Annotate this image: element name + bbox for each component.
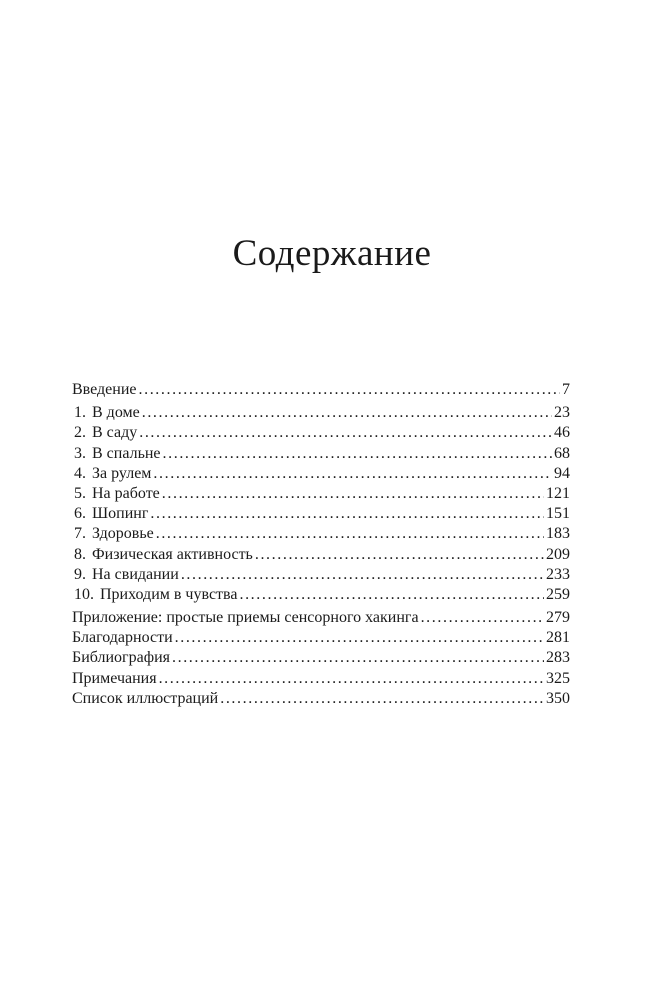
dot-leader bbox=[156, 524, 544, 544]
toc-entry-chapter-9 bbox=[72, 565, 570, 585]
toc-entry-page: 46 bbox=[554, 424, 570, 442]
toc-entry-chapter-7 bbox=[72, 524, 570, 544]
toc-entry-label: Здоровье bbox=[92, 525, 154, 543]
chapter-number: 3. bbox=[74, 444, 86, 462]
toc-entry-label: Список иллюстраций bbox=[72, 689, 219, 707]
toc-entry-chapter-8 bbox=[72, 545, 570, 565]
toc-entry-acknowledgements bbox=[72, 628, 570, 648]
toc-entry-page: 68 bbox=[554, 444, 570, 462]
toc-entry-chapter-10 bbox=[72, 585, 570, 605]
toc-entry-chapter-4 bbox=[72, 464, 570, 484]
toc-entry-label: В спальне bbox=[92, 444, 161, 462]
toc-entry-illustrations bbox=[72, 689, 570, 709]
dot-leader bbox=[139, 380, 561, 400]
chapter-number: 4. bbox=[74, 464, 86, 482]
dot-leader bbox=[172, 648, 544, 668]
toc-entry-label: За рулем bbox=[92, 464, 152, 482]
dot-leader bbox=[153, 464, 552, 484]
toc-entry-label: В доме bbox=[92, 404, 140, 422]
dot-leader bbox=[421, 608, 544, 628]
toc-entry-chapter-5 bbox=[72, 484, 570, 504]
toc-entry-page: 7 bbox=[562, 381, 570, 398]
toc-entry-notes bbox=[72, 669, 570, 689]
dot-leader bbox=[150, 504, 544, 524]
toc-entry-bibliography bbox=[72, 648, 570, 668]
toc-entry-label: На работе bbox=[92, 484, 160, 502]
chapter-number: 8. bbox=[74, 545, 86, 563]
toc-entry-label: На свидании bbox=[92, 565, 179, 583]
toc-entry-intro bbox=[72, 380, 570, 400]
toc-entry-chapter-1 bbox=[72, 403, 570, 423]
chapter-number: 6. bbox=[74, 505, 86, 523]
toc-entry-page: 151 bbox=[546, 505, 570, 523]
toc-entry-page: 183 bbox=[546, 525, 570, 543]
chapter-number: 5. bbox=[74, 484, 86, 502]
toc-entry-page: 23 bbox=[554, 404, 570, 422]
toc-entry-page: 325 bbox=[546, 669, 570, 687]
table-of-contents bbox=[72, 380, 570, 709]
chapter-number: 7. bbox=[74, 525, 86, 543]
toc-entry-appendix bbox=[72, 608, 570, 628]
dot-leader bbox=[175, 628, 544, 648]
toc-entry-page: 259 bbox=[546, 585, 570, 603]
dot-leader bbox=[255, 545, 544, 565]
toc-entry-label: В саду bbox=[92, 424, 138, 442]
toc-entry-label: Примечания bbox=[72, 669, 157, 687]
dot-leader bbox=[220, 689, 544, 709]
toc-entry-page: 121 bbox=[546, 484, 570, 502]
dot-leader bbox=[142, 403, 552, 423]
toc-entry-page: 233 bbox=[546, 565, 570, 583]
toc-entry-label: Физическая активность bbox=[92, 545, 253, 563]
dot-leader bbox=[163, 444, 552, 464]
dot-leader bbox=[159, 669, 544, 689]
dot-leader bbox=[181, 565, 544, 585]
chapter-number: 1. bbox=[74, 404, 86, 422]
toc-entry-page: 350 bbox=[546, 689, 570, 707]
dot-leader bbox=[139, 423, 552, 443]
toc-entry-page: 209 bbox=[546, 545, 570, 563]
toc-entry-page: 279 bbox=[546, 609, 570, 627]
toc-entry-label: Введение bbox=[72, 381, 137, 398]
toc-entry-chapter-2 bbox=[72, 423, 570, 443]
chapter-number: 2. bbox=[74, 424, 86, 442]
page-title: Содержание bbox=[232, 233, 432, 274]
toc-entry-page: 94 bbox=[554, 464, 570, 482]
toc-entry-label: Приходим в чувства bbox=[100, 585, 238, 603]
toc-entry-label: Приложение: простые приемы сенсорного хакинга bbox=[72, 609, 419, 627]
dot-leader bbox=[239, 585, 544, 605]
toc-entry-page: 281 bbox=[546, 629, 570, 647]
toc-entry-chapter-3 bbox=[72, 444, 570, 464]
toc-entry-page: 283 bbox=[546, 649, 570, 667]
chapter-number: 10. bbox=[74, 585, 94, 603]
dot-leader bbox=[162, 484, 544, 504]
toc-entry-label: Библиография bbox=[72, 649, 170, 667]
toc-entry-chapter-6 bbox=[72, 504, 570, 524]
toc-entry-label: Благодарности bbox=[72, 629, 173, 647]
toc-entry-label: Шопинг bbox=[92, 505, 149, 523]
chapter-number: 9. bbox=[74, 565, 86, 583]
